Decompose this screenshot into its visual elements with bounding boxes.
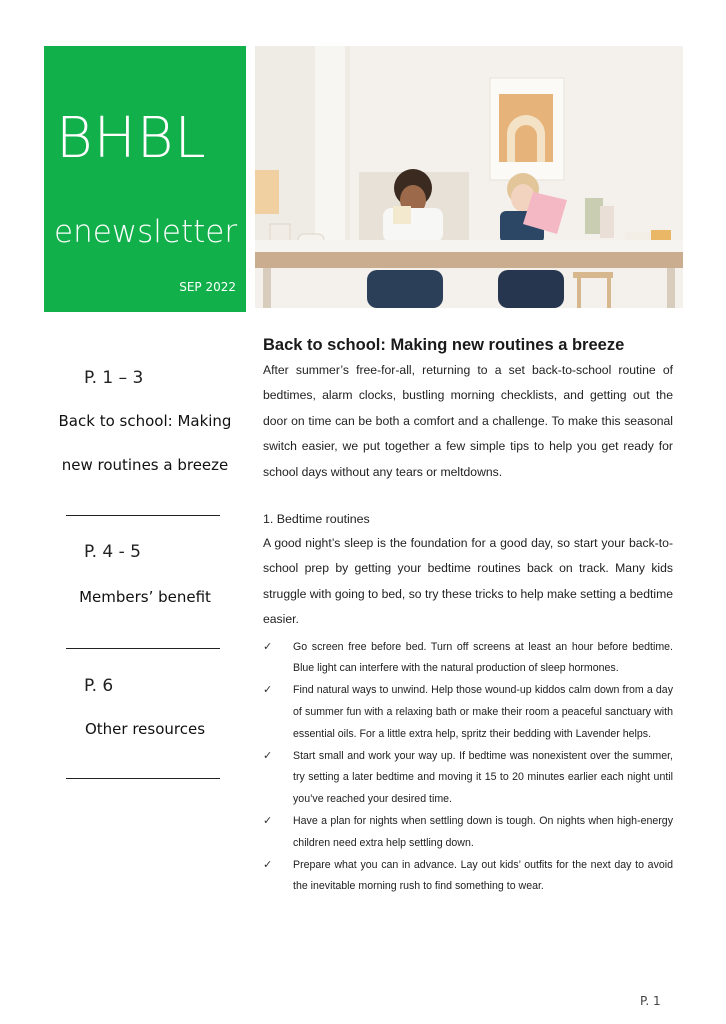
tip-item [263,680,673,745]
toc-title-3[interactable]: Other resources [84,720,206,738]
issue-date: SEP 2022 [179,280,236,294]
masthead-box [44,46,246,312]
checkmark-icon: ✓ [263,684,273,697]
section-body: A good night’s sleep is the foundation for a good day, so start your back-to-school prep by getting your bedtime routines back on track. Many kids struggle with going to bed, so try these tricks to help make setting a bedtime easier. [263,536,673,627]
tip-item [263,746,673,811]
article [263,334,673,898]
tip-text: Start small and work your way up. If bedtime was nonexistent over the summer, try setting a later bedtime and moving it 15 to 20 minutes earlier each night until you’ve reached your desired time. [293,749,673,806]
toc-title-1a[interactable]: Back to school: Making [58,412,232,430]
toc-divider [66,778,220,779]
toc-title-1b[interactable]: new routines a breeze [61,456,229,474]
article-headline: Back to school: Making new routines a breeze [263,336,625,354]
hero-image [255,46,683,308]
article-intro: After summer’s free-for-all, returning to a set back-to-school routine of bedtimes, alarm clocks, bustling morning checklists, and getting out the door on time can be both a comfort and a challenge. To make this seasonal switch easier, we put together a few simple tips to help you get ready for school days without any tears or meltdowns. [263,363,673,479]
tip-text: Go screen free before bed. Turn off screens at least an hour before bedtime. Blue light can interfere with the natural production of sleep hormones. [293,640,673,675]
tip-item [263,811,673,855]
tips-list [263,637,673,899]
children-crafts-illustration [255,46,683,308]
toc-divider [66,648,220,649]
tip-text: Have a plan for nights when settling down is tough. On nights when high-energy children need extra help settling down. [293,815,673,849]
toc-title-2[interactable]: Members’ benefit [79,588,211,606]
toc-pages-1: P. 1 – 3 [84,368,144,388]
tip-text: Find natural ways to unwind. Help those wound-up kiddos calm down from a day of summer fun with a relaxing bath or make their room a peaceful sanctuary with essential oils. For a little extra help, spritz their bedding with Lavender helps. [293,684,673,740]
checkmark-icon: ✓ [263,640,273,653]
tip-item [263,637,673,681]
section-heading: 1. Bedtime routines [263,512,370,527]
tip-item [263,855,673,899]
tip-text: Prepare what you can in advance. Lay out kids’ outfits for the next day to avoid the inevitable morning rush to find something to wear. [293,858,673,893]
brand-title: BHBL [56,106,207,171]
checkmark-icon: ✓ [263,749,273,762]
checkmark-icon: ✓ [263,815,273,828]
toc-pages-3: P. 6 [84,676,114,696]
newsletter-subtitle: enewsletter [54,214,238,250]
toc-divider [66,515,220,516]
checkmark-icon: ✓ [263,858,273,871]
page-number: P. 1 [640,994,661,1008]
toc-pages-2: P. 4 - 5 [84,542,141,562]
